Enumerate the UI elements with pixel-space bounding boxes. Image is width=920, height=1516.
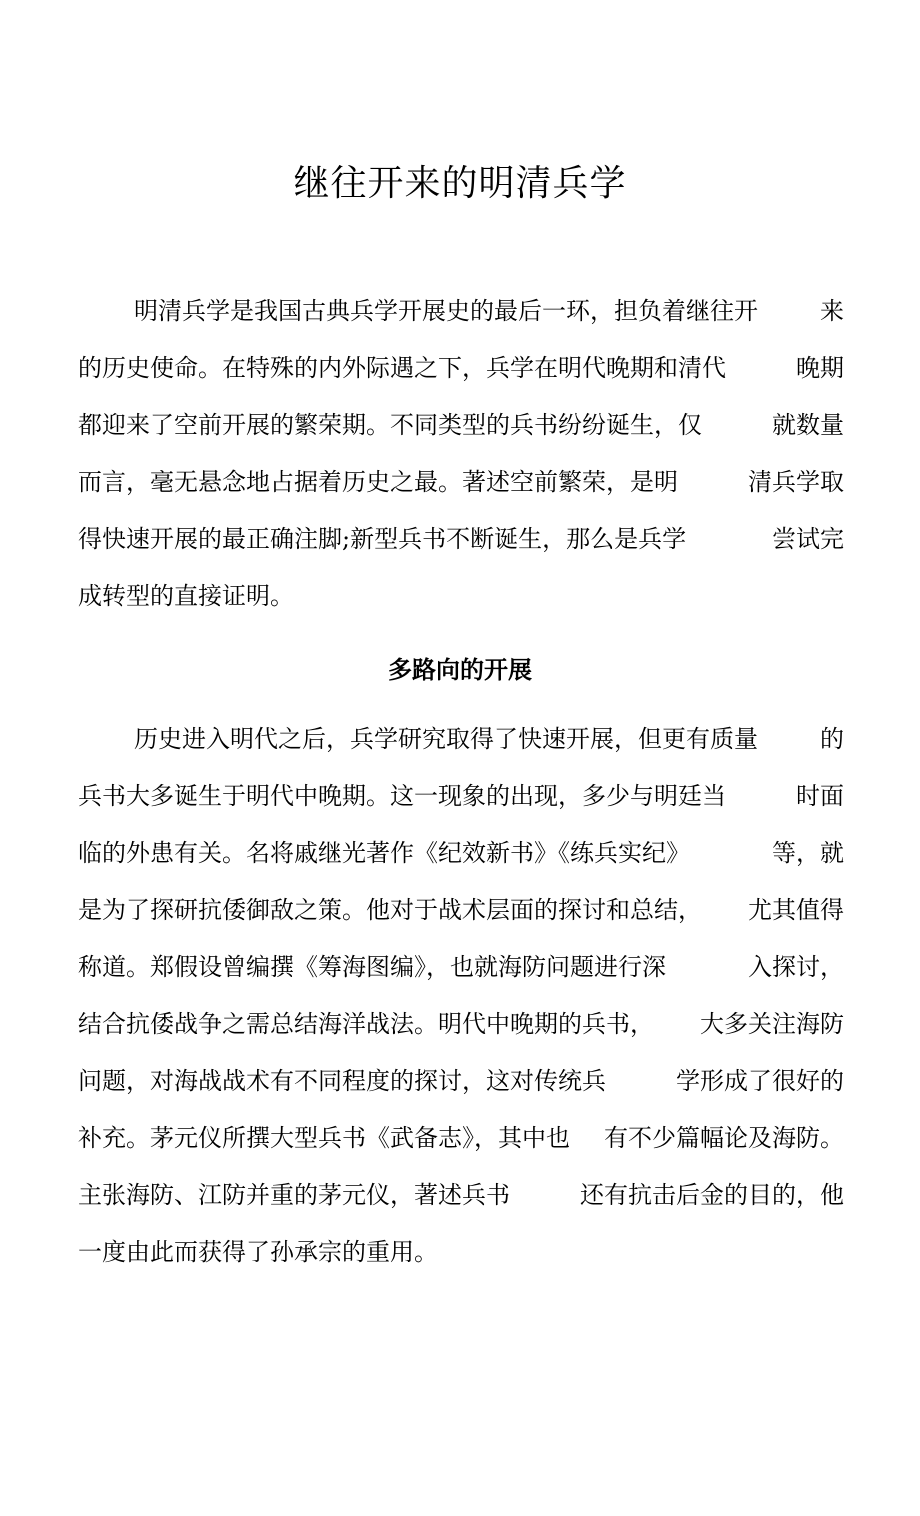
- line-segment: 大多关注海防: [700, 1010, 844, 1038]
- line-segment: 主张海防、江防并重的茅元仪，著述兵书: [78, 1181, 510, 1209]
- line-segment: 结合抗倭战争之需总结海洋战法。明代中晚期的兵书，: [78, 1010, 654, 1038]
- line-segment: 历史进入明代之后，兵学研究取得了快速开展，但更有质量: [134, 725, 758, 753]
- line-segment: 明清兵学是我国古典兵学开展史的最后一环，担负着继往开: [134, 297, 758, 325]
- text-line: [78, 996, 844, 1053]
- line-segment: 称道。郑假设曾编撰《筹海图编》，也就海防问题进行深: [78, 953, 666, 981]
- line-segment: 等，就: [772, 839, 844, 867]
- line-segment: 学形成了很好的: [676, 1067, 844, 1095]
- line-segment: 尤其值得: [748, 896, 844, 924]
- line-segment: 而言，毫无悬念地占据着历史之最。著述空前繁荣，是明: [78, 468, 678, 496]
- line-segment: 补充。茅元仪所撰大型兵书《武备志》，其中也: [78, 1124, 570, 1152]
- section-heading: 多路向的开展: [388, 655, 532, 684]
- text-line: [78, 511, 844, 568]
- text-line: [78, 568, 844, 625]
- text-line: [78, 939, 844, 996]
- text-line: [78, 1167, 844, 1224]
- text-line: [78, 768, 844, 825]
- line-segment: 兵书大多诞生于明代中晚期。这一现象的出现，多少与明廷当: [78, 782, 726, 810]
- text-line: [78, 711, 844, 768]
- line-segment: 一度由此而获得了孙承宗的重用。: [78, 1238, 438, 1266]
- line-segment: 的: [820, 725, 844, 753]
- line-segment: 来: [820, 297, 844, 325]
- line-segment: 是为了探研抗倭御敌之策。他对于战术层面的探讨和总结，: [78, 896, 702, 924]
- line-segment: 有不少篇幅论及海防。: [604, 1124, 844, 1152]
- line-segment: 时面: [796, 782, 844, 810]
- line-segment: 就数量: [772, 411, 844, 439]
- document-title: 继往开来的明清兵学: [293, 163, 627, 204]
- text-line: [78, 825, 844, 882]
- text-line: [78, 283, 844, 340]
- line-segment: 尝试完: [772, 525, 844, 553]
- line-segment: 清兵学取: [748, 468, 844, 496]
- line-segment: 的历史使命。在特殊的内外际遇之下，兵学在明代晚期和清代: [78, 354, 726, 382]
- text-line: [78, 1053, 844, 1110]
- line-segment: 成转型的直接证明。: [78, 582, 294, 610]
- line-segment: 得快速开展的最正确注脚;新型兵书不断诞生，那么是兵学: [78, 525, 687, 553]
- line-segment: 晚期: [796, 354, 844, 382]
- paragraph-section: [78, 711, 844, 1281]
- line-segment: 入探讨，: [748, 953, 844, 981]
- line-segment: 都迎来了空前开展的繁荣期。不同类型的兵书纷纷诞生，仅: [78, 411, 702, 439]
- line-segment: 问题，对海战战术有不同程度的探讨，这对传统兵: [78, 1067, 606, 1095]
- text-line: [78, 1110, 844, 1167]
- text-line: [78, 1224, 844, 1281]
- line-segment: 还有抗击后金的目的，他: [580, 1181, 844, 1209]
- text-line: [78, 340, 844, 397]
- text-line: [78, 397, 844, 454]
- text-line: [78, 882, 844, 939]
- text-line: [78, 454, 844, 511]
- line-segment: 临的外患有关。名将戚继光著作《纪效新书》《练兵实纪》: [78, 839, 690, 867]
- paragraph-intro: [78, 283, 844, 625]
